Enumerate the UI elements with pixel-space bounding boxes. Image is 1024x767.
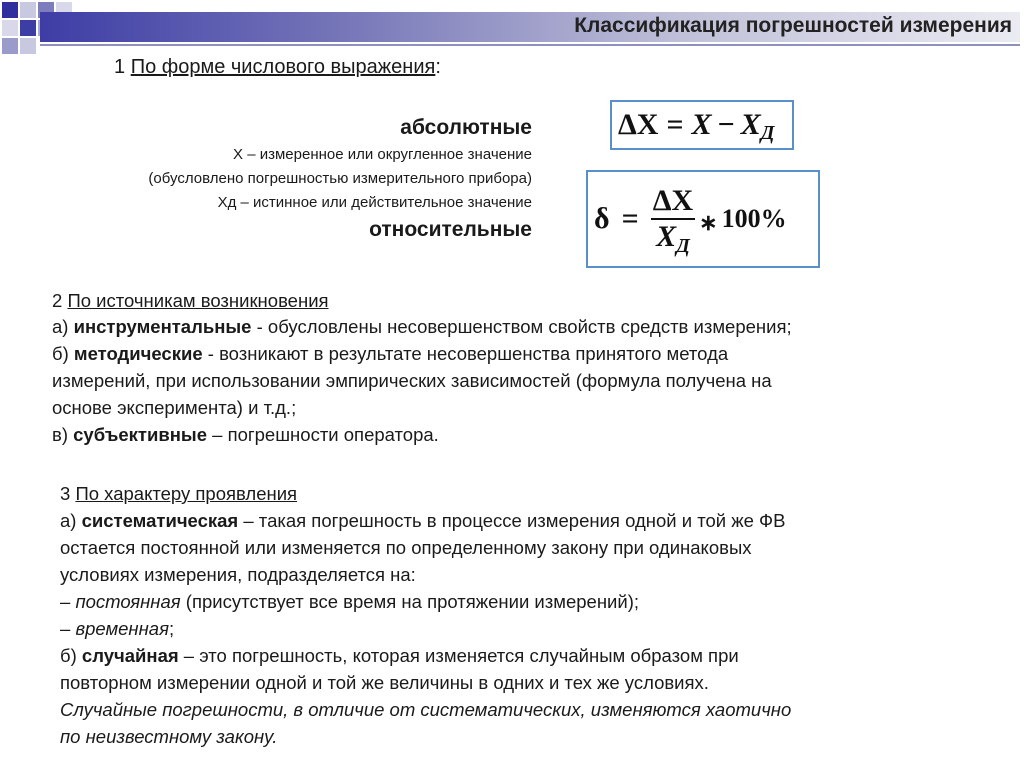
header-divider: [40, 44, 1020, 46]
section3-item-a-line2: остается постоянной или изменяется по определенному закону при одинаковых: [60, 537, 752, 558]
section3-item-a: а) систематическая – такая погрешность в процессе измерения одной и той же ФВ: [60, 510, 786, 531]
section2-heading: 2 По источникам возникновения: [52, 290, 329, 311]
x-note: (обусловлено погрешностью измерительного прибора): [148, 170, 532, 187]
page-title: Классификация погрешностей измерения: [574, 14, 1012, 37]
section2-item-a: а) инструментальные - обусловлены несовершенством свойств средств измерения;: [52, 316, 792, 337]
section3-dash-constant: – постоянная (присутствует все время на протяжении измерений);: [60, 591, 640, 612]
section3-item-a-line3: условиях измерения, подразделяется на:: [60, 564, 416, 585]
section2-item-c: в) субъективные – погрешности оператора.: [52, 424, 439, 445]
section1-heading: 1 По форме числового выражения:: [114, 56, 441, 78]
xd-definition: Хд – истинное или действительное значение: [217, 194, 532, 211]
section2-item-b-line2: измерений, при использовании эмпирических зависимостей (формула получена на: [52, 370, 772, 391]
section3-dash-temporary: – временная;: [60, 618, 175, 639]
section3-item-b-line2: повторном измерении одной и той же величины в одних и тех же условиях.: [60, 672, 709, 693]
section2-item-b-line3: основе эксперимента) и т.д.;: [52, 397, 297, 418]
x-definition: Х – измеренное или округленное значение: [233, 146, 532, 163]
section3-item-b: б) случайная – это погрешность, которая изменяется случайным образом при: [60, 645, 739, 666]
section2-item-b: б) методические - возникают в результате несовершенства принятого метода: [52, 343, 729, 364]
section3-italic-note-line1: Случайные погрешности, в отличие от систематических, изменяются хаотично: [60, 699, 792, 720]
section3-heading: 3 По характеру проявления: [60, 483, 298, 504]
fraction: ΔX $X_Д$: [652, 184, 694, 257]
absolute-error-formula: ΔX = X − X Д: [610, 100, 794, 150]
absolute-label: абсолютные: [400, 116, 532, 139]
section3-italic-note-line2: по неизвестному закону.: [60, 726, 278, 747]
relative-label: относительные: [369, 218, 532, 241]
relative-error-formula: δ = ΔX $X_Д$ ∗ 100%: [586, 170, 820, 268]
